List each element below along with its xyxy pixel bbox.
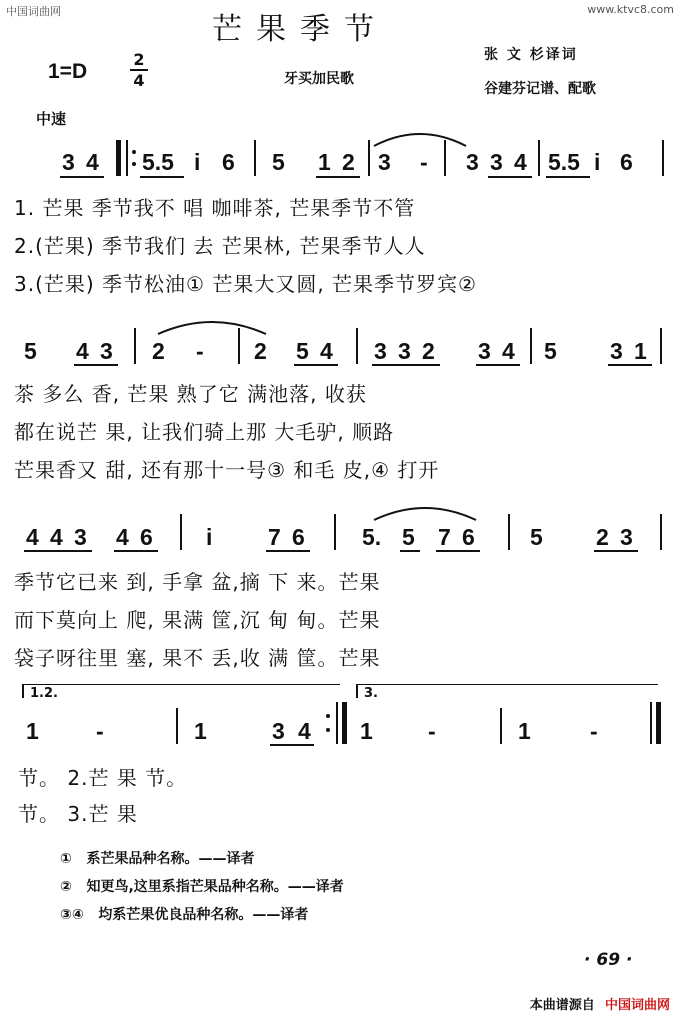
note: 4: [76, 338, 89, 364]
lyric-line: 茶 多么 香, 芒果 熟了它 满池落, 收获: [14, 382, 367, 406]
watermark-left: 中国词曲网: [6, 5, 61, 18]
note: i: [594, 149, 601, 175]
note: 3: [478, 338, 491, 364]
note: -: [590, 718, 598, 744]
footnote-mark: ③④: [60, 907, 84, 923]
note: 7: [438, 524, 451, 550]
note: 4: [320, 338, 333, 364]
note: i: [206, 524, 213, 550]
tie-arc: [154, 314, 270, 338]
note: 5.5: [548, 149, 580, 175]
note: 3: [620, 524, 633, 550]
time-signature-bottom: 4: [133, 71, 145, 90]
note: 2: [152, 338, 165, 364]
note: 1: [634, 338, 647, 364]
barline: [508, 514, 510, 550]
eighth-beam: [436, 550, 480, 552]
lyric-line: 节。 3.芒 果: [18, 802, 138, 826]
eighth-beam: [546, 176, 590, 178]
song-title: 芒果季节: [212, 12, 388, 47]
volta-bracket-edge: [356, 684, 358, 698]
note: 3: [610, 338, 623, 364]
repeat-dot: [132, 150, 136, 154]
note: 4: [298, 718, 311, 744]
volta-label: 3.: [364, 686, 378, 701]
note: -: [420, 149, 428, 175]
note: i: [194, 149, 201, 175]
footnote-text: 均系芒果优良品种名称。——译者: [98, 907, 309, 923]
source-credit: [530, 994, 670, 1013]
volta-bracket: [22, 684, 340, 685]
repeat-barline: [342, 702, 347, 744]
lyric-line: 1. 芒果 季节我不 唱 咖啡茶, 芒果季节不管: [14, 196, 416, 220]
source-site: 中国词曲网: [604, 998, 670, 1013]
eighth-beam: [140, 176, 184, 178]
note: 1: [194, 718, 207, 744]
lyric-line: 节。 2.芒 果 节。: [18, 766, 188, 790]
note: 1: [518, 718, 531, 744]
footnote: [60, 876, 344, 896]
note: 2: [342, 149, 355, 175]
note: 6: [222, 149, 235, 175]
page-number: · 69 ·: [584, 950, 633, 970]
lyric-line: 2.(芒果) 季节我们 去 芒果林, 芒果季节人人: [14, 234, 426, 258]
tempo-marking: 中速: [36, 110, 67, 128]
eighth-beam: [594, 550, 638, 552]
note: 3: [62, 149, 75, 175]
barline: [530, 328, 532, 364]
eighth-beam: [608, 364, 652, 366]
lyric-line: 芒果香又 甜, 还有那十一号③ 和毛 皮,④ 打开: [14, 458, 440, 482]
note: 7: [268, 524, 281, 550]
barline: [254, 140, 256, 176]
note: 6: [620, 149, 633, 175]
note: 5: [402, 524, 415, 550]
footnote-text: 知更鸟,这里系指芒果品种名称。——译者: [86, 879, 344, 895]
note: -: [96, 718, 104, 744]
final-barline: [656, 702, 661, 744]
note: 4: [514, 149, 527, 175]
note: 3: [398, 338, 411, 364]
barline: [334, 514, 336, 550]
volta-label: 1.2.: [30, 686, 58, 701]
footnote-mark: ①: [60, 851, 72, 867]
note: 5.5: [142, 149, 174, 175]
barline: [134, 328, 136, 364]
eighth-beam: [74, 364, 118, 366]
tie-arc: [370, 126, 470, 150]
arranger-credit: 谷建芬记谱、配歌: [484, 81, 596, 97]
key-signature: 1=D: [48, 60, 88, 83]
lyric-line: 季节它已来 到, 手拿 盆,摘 下 来。芒果: [14, 570, 381, 594]
time-signature-top: 2: [133, 50, 145, 69]
tie-arc: [370, 500, 480, 524]
repeat-dot: [326, 714, 330, 718]
note: 6: [140, 524, 153, 550]
eighth-beam: [488, 176, 532, 178]
note: 5: [272, 149, 285, 175]
lyric-line: 袋子呀往里 塞, 果不 丢,收 满 筐。芒果: [14, 646, 381, 670]
note: 3: [74, 524, 87, 550]
repeat-dot: [326, 728, 330, 732]
footnote: [60, 904, 308, 924]
sixteenth-beam: [400, 550, 420, 552]
note: 4: [86, 149, 99, 175]
repeat-barline: [116, 140, 121, 176]
volta-bracket-edge: [22, 684, 24, 698]
note: 5: [296, 338, 309, 364]
note: 3: [378, 149, 391, 175]
repeat-dot: [132, 162, 136, 166]
barline: [660, 514, 662, 550]
note: 5: [530, 524, 543, 550]
volta-bracket: [356, 684, 658, 685]
barline: [356, 328, 358, 364]
barline: [650, 702, 652, 744]
note: 3: [272, 718, 285, 744]
eighth-beam: [270, 744, 314, 746]
eighth-beam: [114, 550, 158, 552]
note: 5: [24, 338, 37, 364]
note: 4: [50, 524, 63, 550]
lyricist-credit: 张 文 杉译词: [484, 47, 578, 63]
note: 4: [116, 524, 129, 550]
lyric-line: 而下莫向上 爬, 果满 筐,沉 甸 甸。芒果: [14, 608, 381, 632]
eighth-beam: [372, 364, 440, 366]
barline: [180, 514, 182, 550]
footnote-mark: ②: [60, 879, 72, 895]
eighth-beam: [316, 176, 360, 178]
barline: [126, 140, 128, 176]
eighth-beam: [476, 364, 520, 366]
source-prefix: 本曲谱源自: [529, 998, 595, 1013]
barline: [336, 702, 338, 744]
footnote: [60, 848, 254, 868]
note: 1: [26, 718, 39, 744]
note: 3: [466, 149, 479, 175]
eighth-beam: [24, 550, 92, 552]
note: 2: [596, 524, 609, 550]
song-origin: 牙买加民歌: [284, 71, 354, 87]
barline: [500, 708, 502, 744]
note: -: [196, 338, 204, 364]
barline: [660, 328, 662, 364]
note: 6: [462, 524, 475, 550]
note: 4: [502, 338, 515, 364]
note: 1: [360, 718, 373, 744]
note: 5.: [362, 524, 382, 550]
note: 5: [544, 338, 557, 364]
note: -: [428, 718, 436, 744]
note: 2: [254, 338, 267, 364]
eighth-beam: [294, 364, 338, 366]
barline: [538, 140, 540, 176]
footnote-text: 系芒果品种名称。——译者: [86, 851, 255, 867]
eighth-beam: [266, 550, 310, 552]
note: 4: [26, 524, 39, 550]
lyric-line: 都在说芒 果, 让我们骑上那 大毛驴, 顺路: [14, 420, 395, 444]
note: 6: [292, 524, 305, 550]
note: 3: [490, 149, 503, 175]
barline: [176, 708, 178, 744]
lyric-line: 3.(芒果) 季节松油① 芒果大又圆, 芒果季节罗宾②: [14, 272, 477, 296]
note: 3: [374, 338, 387, 364]
note: 1: [318, 149, 331, 175]
watermark-right: www.ktvc8.com: [587, 3, 674, 16]
note: 3: [100, 338, 113, 364]
barline: [662, 140, 664, 176]
note: 2: [422, 338, 435, 364]
time-signature: [128, 52, 150, 88]
eighth-beam: [60, 176, 104, 178]
